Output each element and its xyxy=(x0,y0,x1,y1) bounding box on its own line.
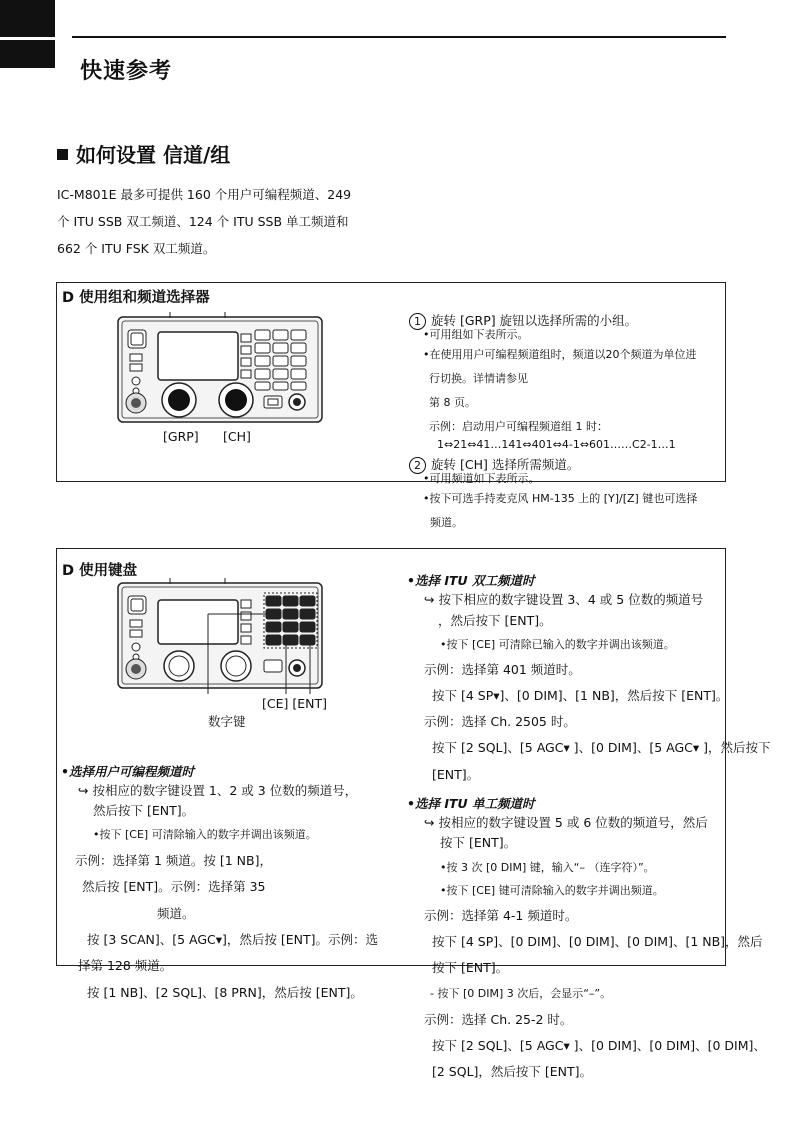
step1-note: •在使用用户可编程频道组时，频道以20个频道为单位进 xyxy=(423,348,697,361)
step1-note: 行切换。详情请参见 xyxy=(429,372,528,385)
user-channel-step: 然后按下 [ENT]。 xyxy=(93,803,195,818)
duplex-example: 按下 [2 SQL]、[5 AGC▾ ]、[0 DIM]、[5 AGC▾ ]，然后按下 xyxy=(432,740,771,755)
user-channel-example: 然后按 [ENT]。示例：选择第 35 xyxy=(82,879,266,894)
intro-paragraph xyxy=(57,181,351,262)
duplex-example: 示例：选择 Ch. 2505 时。 xyxy=(424,714,576,729)
step1-example: 示例：启动用户可编程频道组 1 时： xyxy=(429,420,608,433)
step1-text: 旋转 [GRP] 旋钮以选择所需的小组。 xyxy=(431,313,638,328)
simplex-example: 示例：选择 Ch. 25-2 时。 xyxy=(424,1012,573,1027)
step2-note: •按下可选手持麦克风 HM-135 上的 [Y]/[Z] 键也可选择 xyxy=(423,492,698,505)
step2-note: 频道。 xyxy=(430,516,463,529)
section-title-text: 如何设置 信道/组 xyxy=(76,143,231,167)
user-channel-note: •按下 [CE] 可清除输入的数字并调出该频道。 xyxy=(93,828,317,841)
header-rule xyxy=(72,36,726,38)
user-channel-example: 按 [1 NB]、[2 SQL]、[8 PRN]，然后按 [ENT]。 xyxy=(87,985,363,1000)
user-channel-example: 示例：选择第 1 频道。按 [1 NB]， xyxy=(75,853,272,868)
page-tab-divider xyxy=(0,37,55,40)
duplex-note: •按下 [CE] 可清除已输入的数字并调出该频道。 xyxy=(440,638,675,651)
simplex-example: 按下 [ENT]。 xyxy=(432,960,509,975)
user-channel-title: •选择用户可编程频道时 xyxy=(61,764,194,779)
simplex-example: 示例：选择第 4-1 频道时。 xyxy=(424,908,578,923)
simplex-step: 按下 [ENT]。 xyxy=(440,835,517,850)
duplex-step: ，然后按下 [ENT]。 xyxy=(438,613,552,628)
simplex-example: 按下 [2 SQL]、[5 AGC▾ ]、[0 DIM]、[0 DIM]、[0 DIM]、 xyxy=(432,1038,766,1053)
intro-line: IC-M801E 最多可提供 160 个用户可编程频道、249 xyxy=(57,187,352,202)
user-channel-step: ↪ 按相应的数字键设置 1、2 或 3 位数的频道号， xyxy=(78,783,358,798)
square-bullet-icon xyxy=(57,149,68,160)
intro-line: 662 个 ITU FSK 双工频道。 xyxy=(57,241,216,256)
keypad-label: 数字键 xyxy=(208,714,246,729)
grp-knob-label: [GRP] xyxy=(163,429,199,444)
ch-knob-label: [CH] xyxy=(223,429,251,444)
simplex-note: •按下 [CE] 键可清除输入的数字并调出频道。 xyxy=(440,884,664,897)
radio-keypad-diagram xyxy=(110,578,325,698)
box2-heading: D 使用键盘 xyxy=(62,563,138,579)
simplex-title: •选择 ITU 单工频道时 xyxy=(407,796,535,811)
box1-heading: D 使用组和频道选择器 xyxy=(62,290,210,306)
step2-note: •可用频道如下表所示。 xyxy=(423,472,540,485)
duplex-example: 按下 [4 SP▾]、[0 DIM]、[1 NB]，然后按下 [ENT]。 xyxy=(432,688,729,703)
simplex-note: - 按下 [0 DIM] 3 次后，会显示“–”。 xyxy=(430,987,612,1000)
user-channel-example: 频道。 xyxy=(157,906,195,921)
ce-ent-label: [CE] [ENT] xyxy=(262,696,327,711)
page-title: 快速参考 xyxy=(80,59,173,84)
step-number: 1 xyxy=(409,313,426,330)
user-channel-example: 按 [3 SCAN]、[5 AGC▾]，然后按 [ENT]。示例：选 xyxy=(87,932,379,947)
intro-line: 个 ITU SSB 双工频道、124 个 ITU SSB 单工频道和 xyxy=(57,214,349,229)
radio-front-panel-diagram xyxy=(110,312,325,424)
simplex-example: [2 SQL]，然后按下 [ENT]。 xyxy=(432,1064,593,1079)
page-tab xyxy=(0,0,55,68)
simplex-step: ↪ 按相应的数字键设置 5 或 6 位数的频道号，然后 xyxy=(424,815,708,830)
step1-example-sequence: 1⇔21⇔41…141⇔401⇔4-1⇔601……C2-1…1 xyxy=(437,438,676,451)
duplex-title: •选择 ITU 双工频道时 xyxy=(407,573,535,588)
duplex-example: [ENT]。 xyxy=(432,767,480,782)
step1-note: 第 8 页。 xyxy=(429,396,476,409)
step1-note: •可用组如下表所示。 xyxy=(423,328,529,341)
duplex-step: ↪ 按下相应的数字键设置 3、4 或 5 位数的频道号 xyxy=(424,592,704,607)
step2-text: 旋转 [CH] 选择所需频道。 xyxy=(431,457,580,472)
section-title xyxy=(57,139,230,168)
step-number: 2 xyxy=(409,457,426,474)
duplex-example: 示例：选择第 401 频道时。 xyxy=(424,662,581,677)
simplex-example: 按下 [4 SP]、[0 DIM]、[0 DIM]、[0 DIM]、[1 NB]，然后 xyxy=(432,934,763,949)
simplex-note: •按 3 次 [0 DIM] 键，输入“– （连字符）”。 xyxy=(440,861,655,874)
user-channel-example: 择第 128 频道。 xyxy=(78,958,173,973)
